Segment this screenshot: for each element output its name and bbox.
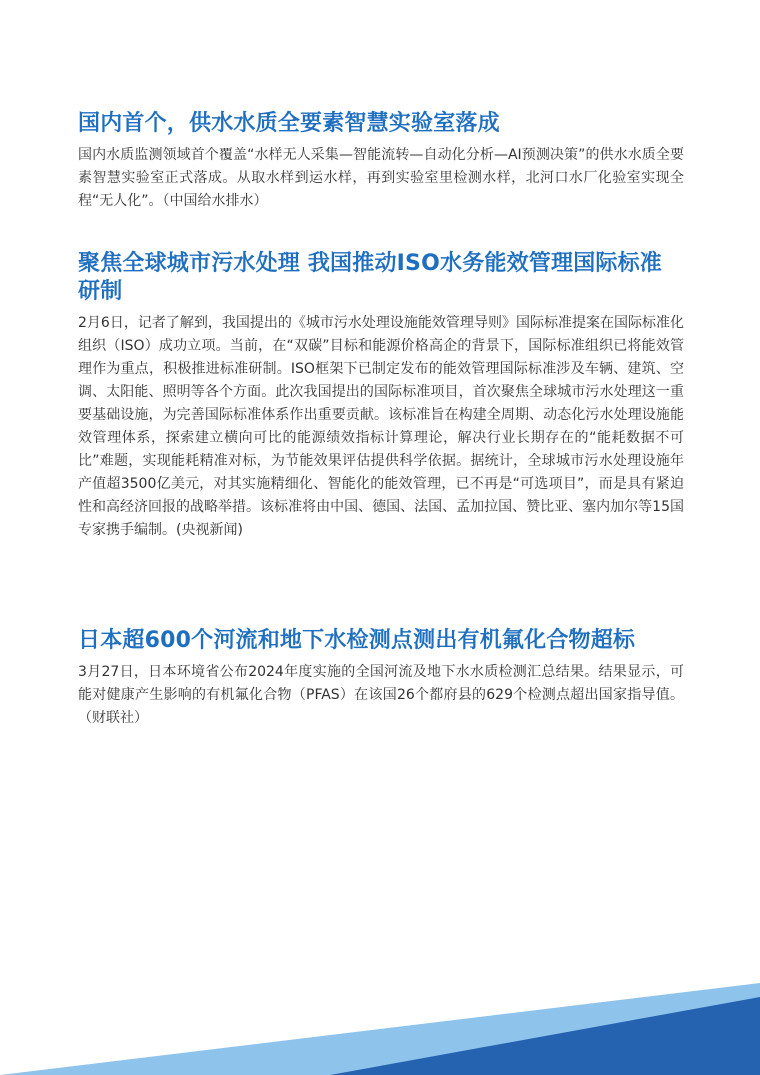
news-headline: 聚焦全球城市污水处理 我国推动ISO水务能效管理国际标准研制 bbox=[78, 251, 662, 304]
news-item-pfas bbox=[78, 627, 684, 730]
news-body: 国内水质监测领域首个覆盖“水样无人采集—智能流转—自动化分析—AI预测决策”的供水水质全要素智慧实验室正式落成。从取水样到运水样，再到实验室里检测水样，北河口水厂化验室实现全程“无人化”。（中国给水排水） bbox=[78, 147, 684, 209]
news-body: 2月6日，记者了解到，我国提出的《城市污水处理设施能效管理导则》国际标准提案在国际标准化组织（ISO）成功立项。当前，在“双碳”目标和能源价格高企的背景下，国际标准组织已将能效管理作为重点，积极推进标准研制。ISO框架下已制定发布的能效管理国际标准涉及车辆、建筑、空调、太阳能、照明等各个方面。此次我国提出的国际标准项目，首次聚焦全球城市污水处理这一重要基础设施，为完善国际标准体系作出重要贡献。该标准旨在构建全周期、动态化污水处理设施能效管理体系，探索建立横向可比的能源绩效指标计算理论，解决行业长期存在的“能耗数据不可比”难题，实现能耗精准对标，为节能效果评估提供科学依据。据统计，全球城市污水处理设施年产值超3500亿美元，对其实施精细化、智能化的能效管理，已不再是“可选项目”，而是具有紧迫性和高经济回报的战略举措。该标准将由中国、德国、法国、孟加拉国、赞比亚、塞内加尔等15国专家携手编制。(央视新闻) bbox=[78, 315, 684, 538]
footer-decorative-band bbox=[0, 975, 760, 1075]
news-item-lab bbox=[78, 110, 684, 213]
news-item-iso-standard bbox=[78, 250, 684, 542]
news-headline: 国内首个，供水水质全要素智慧实验室落成 bbox=[78, 111, 500, 136]
news-body: 3月27日，日本环境省公布2024年度实施的全国河流及地下水水质检测汇总结果。结果显示，可能对健康产生影响的有机氟化合物（PFAS）在该国26个都府县的629个检测点超出国家指导值。（财联社） bbox=[78, 664, 684, 726]
news-headline: 日本超600个河流和地下水检测点测出有机氟化合物超标 bbox=[78, 628, 636, 653]
